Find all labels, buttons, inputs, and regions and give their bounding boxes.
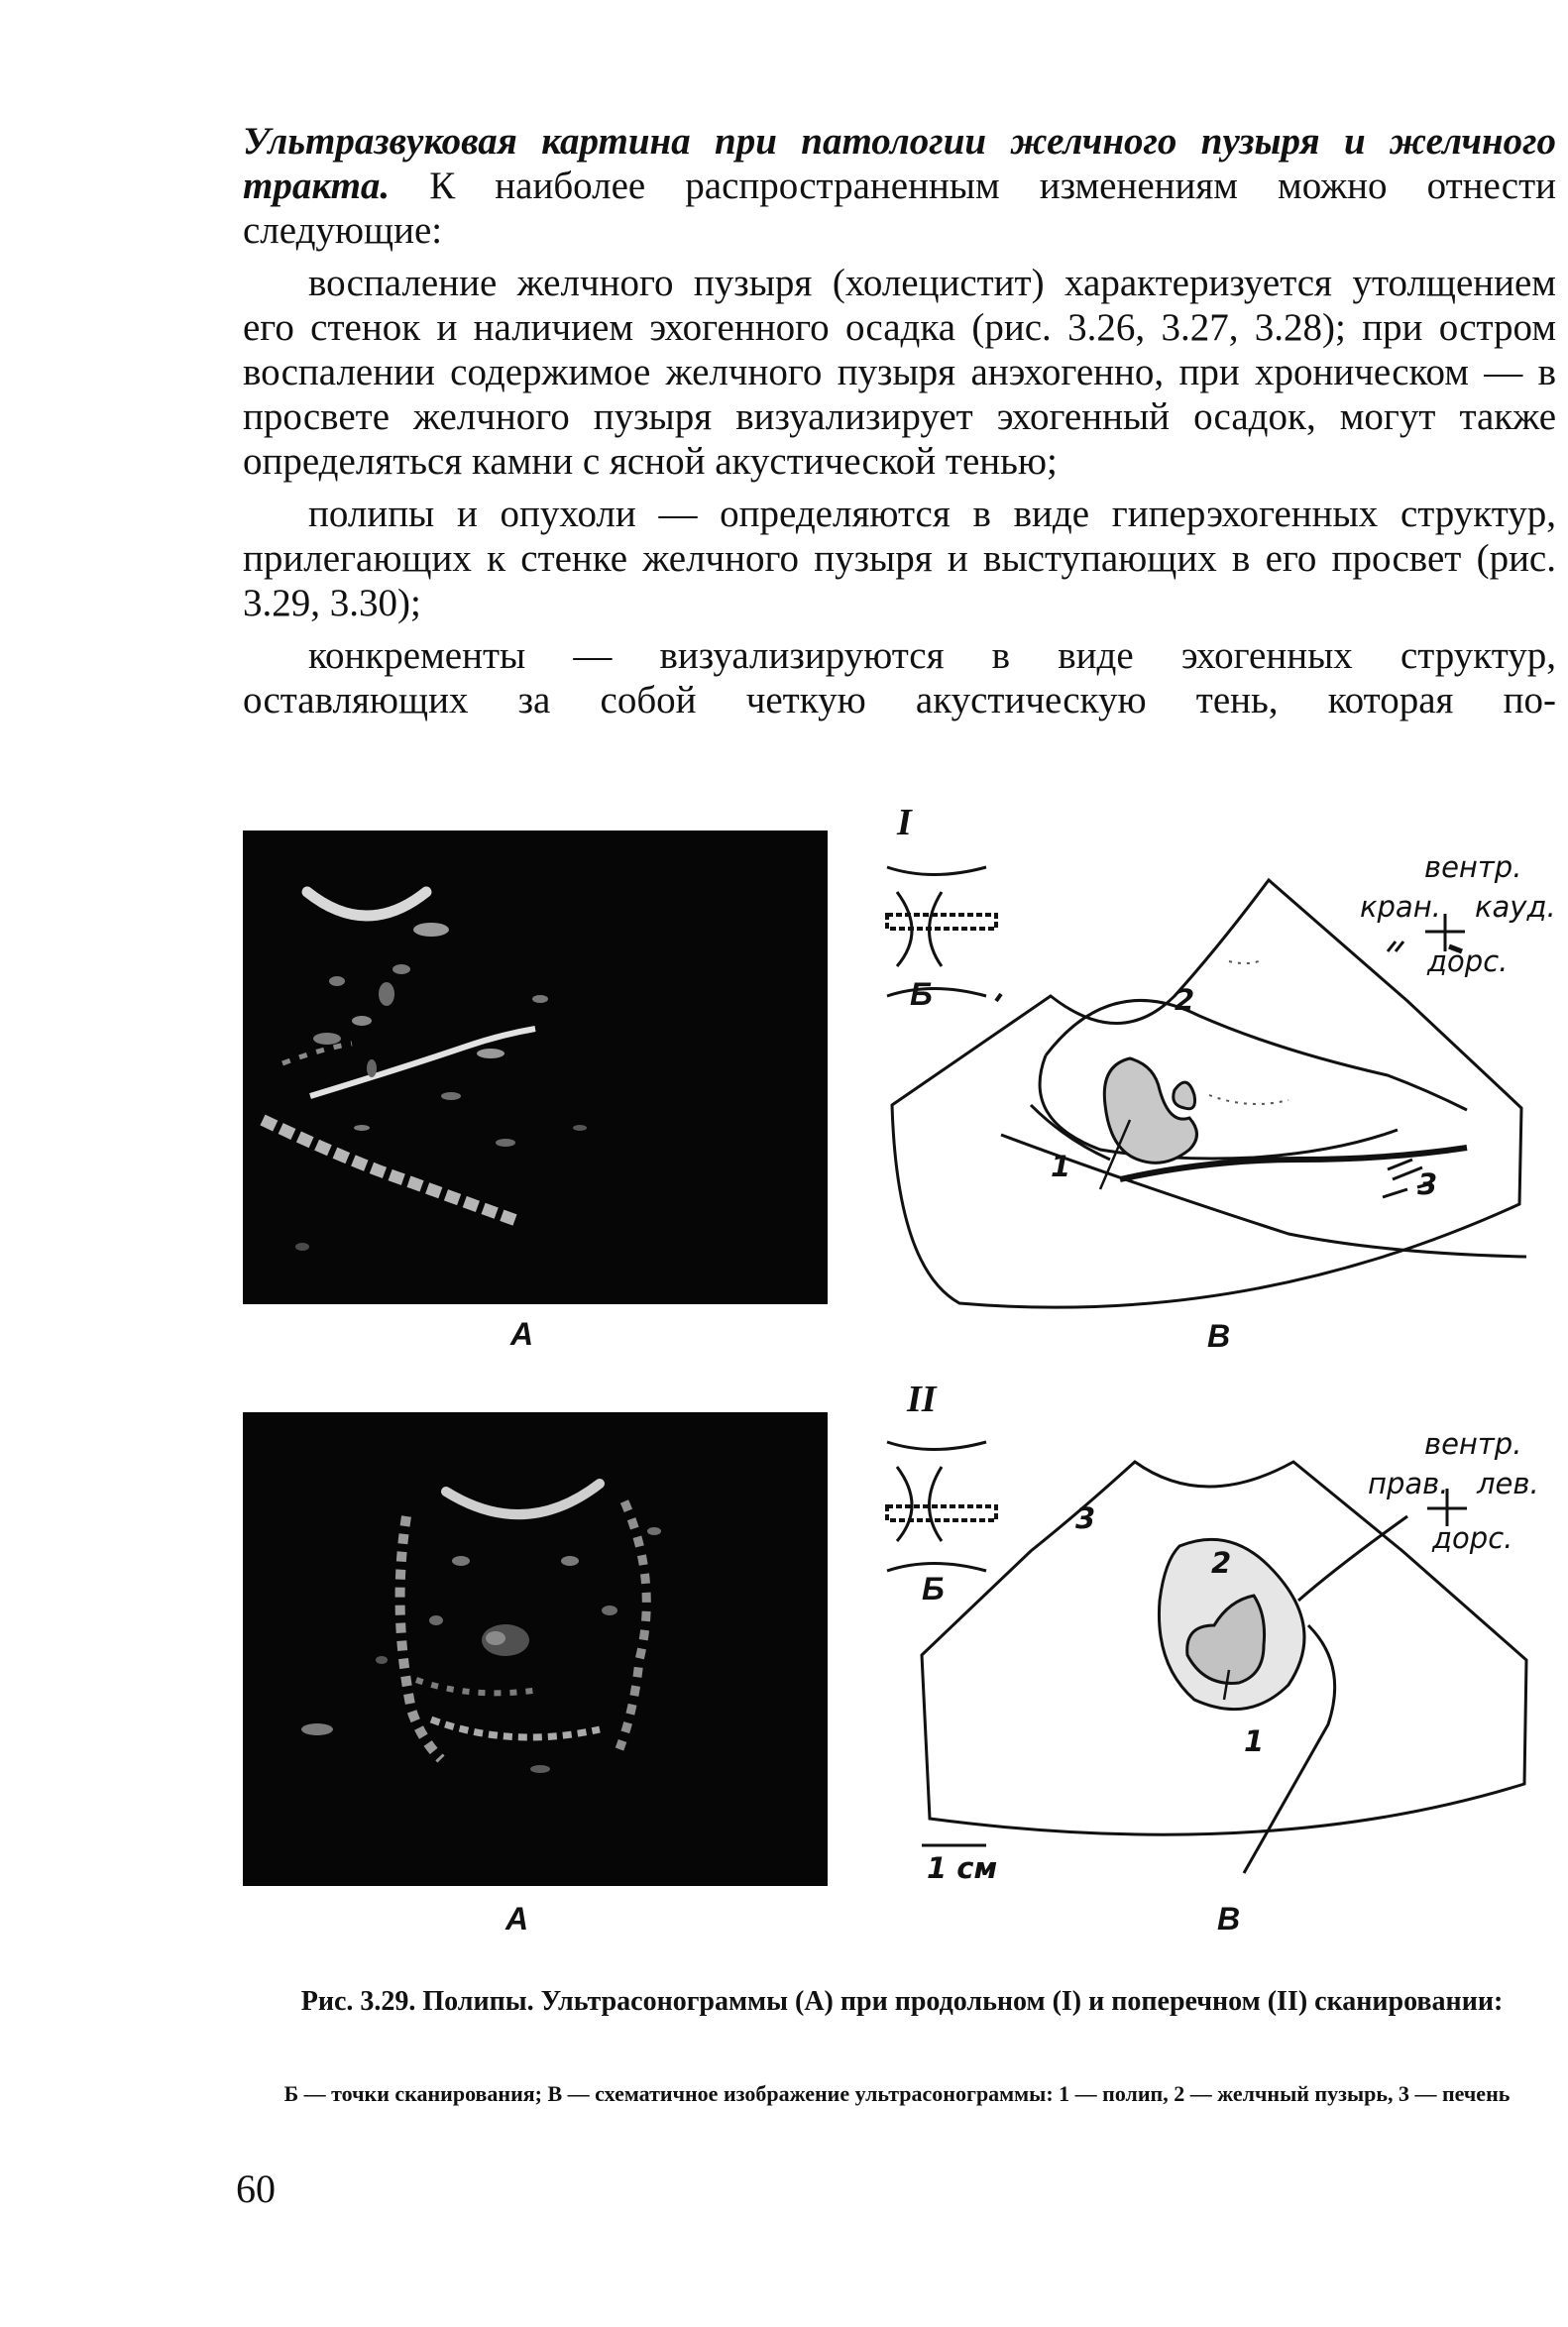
orientation-top-I: вентр. — [1424, 850, 1522, 884]
section-label-I: I — [897, 802, 912, 843]
schematic-diagram-transverse — [872, 1427, 1556, 1893]
ultrasound-echo-pattern — [243, 831, 828, 1304]
ultrasound-image-longitudinal — [243, 831, 828, 1304]
orientation-left-II: прав. — [1368, 1467, 1449, 1500]
paragraph-cholecystitis: воспаление желчного пузыря (холецистит) характеризуется утолщением его стенок и наличием эхогенного осадка (рис. 3.26, 3.27, 3.28); при остром воспалении содержимое желчного пузыря анэхогенно, при хроническом — в просвете желчного пузыря визуализирует эхогенный осадок, могут также определяться камни с ясной акустической тенью; — [243, 262, 1556, 483]
panel-label-B-II: Б — [922, 1571, 945, 1607]
panel-label-A-II: А — [505, 1901, 529, 1937]
orientation-top-II: вентр. — [1424, 1427, 1522, 1461]
orientation-bottom-II: дорс. — [1432, 1521, 1513, 1555]
figure-caption: Рис. 3.29. Полипы. Ультрасонограммы (А) при продольном (I) и поперечном (II) сканировании: — [300, 1986, 1504, 2017]
diagram-number-2-II: 2 — [1211, 1546, 1232, 1580]
panel-label-A-I: А — [510, 1316, 534, 1352]
panel-label-V-I: В — [1207, 1318, 1231, 1354]
orientation-bottom-I: дорс. — [1427, 944, 1509, 978]
paragraph-concrements: конкременты — визуализируются в виде эхогенных структур, оставляющих за собой четкую акустическую тень, которая по- — [243, 634, 1556, 721]
page-number: 60 — [236, 2166, 276, 2211]
orientation-right-II: лев. — [1477, 1467, 1539, 1500]
orientation-left-I: кран. — [1360, 890, 1441, 924]
diagram-number-1-I: 1 — [1051, 1150, 1071, 1183]
figure-legend: Б — точки сканирования; В — схематичное изображение ультрасонограммы: 1 — полип, 2 — желчный пузырь, 3 — печень — [283, 2081, 1511, 2106]
ultrasound-echo-pattern-transverse — [243, 1412, 828, 1886]
section-label-II: II — [907, 1379, 937, 1420]
diagram-number-2-I: 2 — [1175, 983, 1195, 1017]
orientation-right-I: кауд. — [1475, 890, 1556, 924]
panel-label-B-I: Б — [910, 976, 933, 1012]
schematic-diagram-longitudinal — [872, 852, 1556, 1318]
paragraph-intro — [243, 119, 1556, 253]
scale-bar-label: 1 см — [927, 1851, 998, 1885]
paragraph-polyps: полипы и опухоли — определяются в виде гиперэхогенных структур, прилегающих к стенке желчного пузыря и выступающих в его просвет (рис. 3.29, 3.30); — [243, 493, 1556, 624]
diagram-number-3-I: 3 — [1417, 1167, 1438, 1201]
body-text — [243, 119, 1556, 730]
diagram-number-3-II: 3 — [1075, 1501, 1096, 1535]
section-title: Ультразвуковая картина при патологии желчного пузыря и желчного тракта. — [243, 120, 1556, 207]
intro-text: К наиболее распространенным изменениям можно отнести следующие: — [243, 165, 1556, 252]
ultrasound-image-transverse — [243, 1412, 828, 1886]
panel-label-V-II: В — [1217, 1901, 1241, 1937]
diagram-number-1-II: 1 — [1244, 1724, 1265, 1758]
